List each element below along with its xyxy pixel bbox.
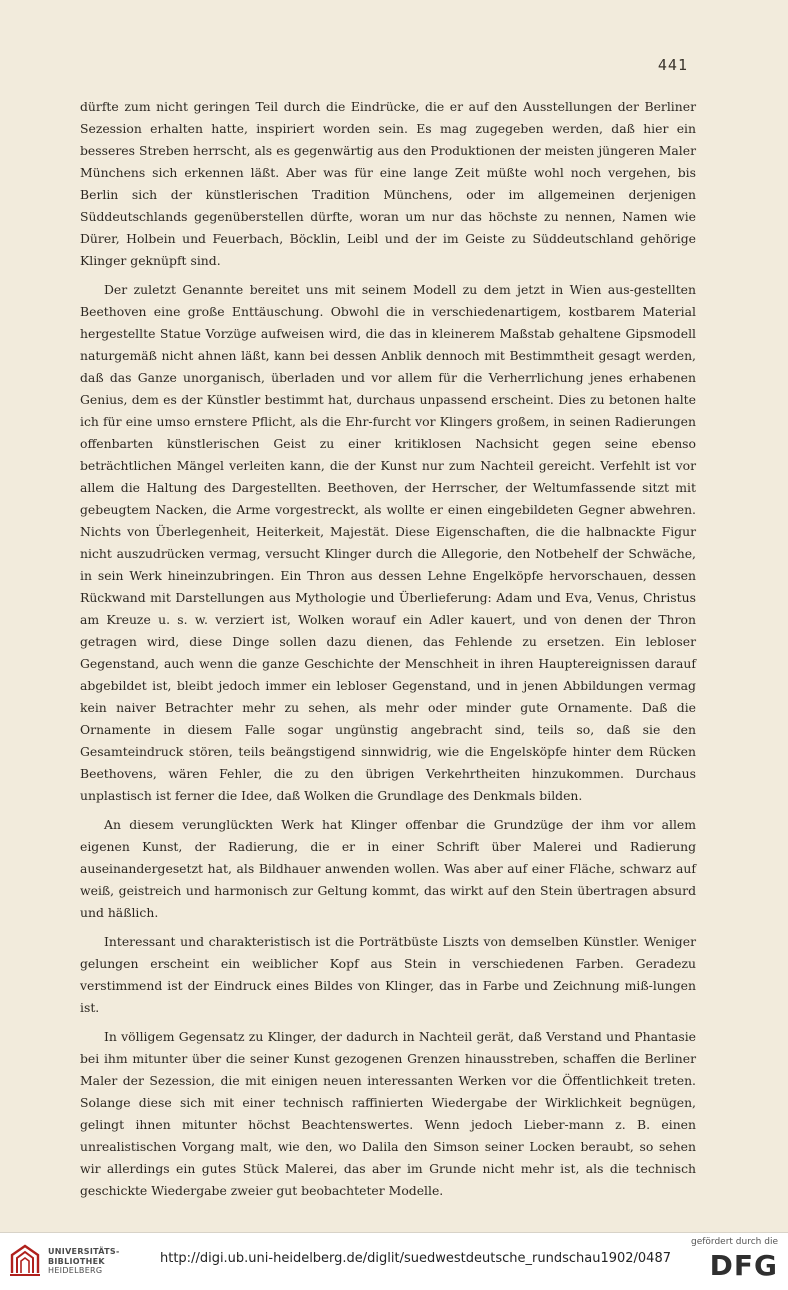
university-name-line2: BIBLIOTHEK	[48, 1256, 105, 1266]
university-name	[48, 1247, 120, 1276]
dfg-logo-icon: DFG	[709, 1249, 778, 1282]
university-name-line1: UNIVERSITÄTS-	[48, 1247, 120, 1256]
paragraph-4: Interessant und charakteristisch ist die Porträtbüste Liszts von demselben Künstler. Weniger gelungen erscheint ein weiblicher Kopf aus Stein in verschiedenen Farben. Geradezu verstimmend ist der Eindruck eines Bildes von Klinger, das in Farbe und Zeichnung miß-lungen ist.	[80, 934, 696, 1015]
university-name-line3: HEIDELBERG	[48, 1266, 103, 1275]
page-number: 441	[657, 56, 688, 74]
funder-logo[interactable]	[678, 1237, 778, 1287]
paragraph-5: In völligem Gegensatz zu Klinger, der dadurch in Nachteil gerät, daß Verstand und Phantasie bei ihm mitunter über die seiner Kunst gezogenen Grenzen hinausstreben, schaffen die Berliner Maler der Sezession, die mit einigen neuen interessanten Werken vor die Öffentlichkeit treten. Solange diese sich mit einer technisch raffinierten Wiedergabe der Wirklichkeit begnügen, gelingt ihnen mitunter höchst Beachtenswertes. Wenn jedoch Lieber-mann z. B. einen unrealistischen Vorgang malt, wie den, wo Dalila den Simson seiner Locken beraubt, so sehen wir allerdings ein gutes Stück Malerei, das aber im Grunde nicht mehr ist, als die technisch geschickte Wiedergabe zweier gut beobachteter Modelle.	[80, 1029, 696, 1198]
permalink-url[interactable]: http://digi.ub.uni-heidelberg.de/diglit/suedwestdeutsche_rundschau1902/0487	[160, 1251, 671, 1266]
funder-caption: gefördert durch die	[691, 1237, 778, 1247]
paragraph-2: Der zuletzt Genannte bereitet uns mit seinem Modell zu dem jetzt in Wien aus-gestellten Beethoven eine große Enttäuschung. Obwohl die in verschiedenartigem, kostbarem Material hergestellte Statue Vorzüge aufweisen wird, die das in kleinerem Maßstab gehaltene Gipsmodell naturgemäß nicht ahnen läßt, kann bei dessen Anblik dennoch mit Bestimmtheit gesagt werden, daß das Ganze unorganisch, überladen und vor allem für die Verherrlichung jenes erhabenen Genius, dem es der Künstler bestimmt hat, durchaus unpassend erscheint. Dies zu betonen halte ich für eine umso ernstere Pflicht, als die Ehr-furcht vor Klingers großem, in seinen Radierungen offenbarten künstlerischen Geist zu einer kritiklosen Nachsicht gegen seine ebenso beträchtlichen Mängel verleiten kann, die der Kunst nur zum Nachteil gereicht. Verfehlt ist vor allem die Haltung des Dargestellten. Beethoven, der Herrscher, der Weltumfassende sitzt mit gebeugtem Nacken, die Arme vorgestreckt, als wollte er einen eingebildeten Gegner abwehren. Nichts von Überlegenheit, Heiterkeit, Majestät. Diese Eigenschaften, die die halbnackte Figur nicht auszudrücken vermag, versucht Klinger durch die Allegorie, den Notbehelf der Schwäche, in sein Werk hineinzubringen. Ein Thron aus dessen Lehne Engelköpfe hervorschauen, dessen Rückwand mit Darstellungen aus Mythologie und Überlieferung: Adam und Eva, Venus, Christus am Kreuze u. s. w. verziert ist, Wolken worauf ein Adler kauert, und von denen der Thron getragen wird, diese Dinge sollen dazu dienen, das Fehlende zu ersetzen. Ein lebloser Gegenstand, auch wenn die ganze Geschichte der Menschheit in ihren Hauptereignissen darauf abgebildet ist, bleibt jedoch immer ein lebloser Gegenstand, und in jenen Abbildungen vermag kein naiver Betrachter mehr zu sehen, als mehr oder minder gute Ornamente. Daß die Ornamente in diesem Falle sogar ungünstig angebracht sind, teils so, daß sie den Gesamteindruck stören, teils beängstigend sinnwidrig, wie die Engelsköpfe hinter dem Rücken Beethovens, wären Fehler, die zu den übrigen Verkehrtheiten hinzukommen. Durchaus unplastisch ist ferner die Idee, daß Wolken die Grundlage des Denkmals bilden.	[80, 282, 696, 803]
university-seal-icon	[8, 1243, 42, 1279]
university-logo[interactable]	[8, 1243, 138, 1283]
paragraph-3: An diesem verunglückten Werk hat Klinger offenbar die Grundzüge der ihm vor allem eigenen Kunst, der Radierung, die er in einer Schrift über Malerei und Radierung auseinandergesetzt hat, als Bildhauer anwenden wollen. Was aber auf einer Fläche, schwarz auf weiß, geistreich und harmonisch zur Geltung kommt, das wirkt auf den Stein übertragen absurd und häßlich.	[80, 817, 696, 920]
article-body	[80, 96, 696, 1209]
viewer-footer	[0, 1232, 788, 1290]
paragraph-1: dürfte zum nicht geringen Teil durch die Eindrücke, die er auf den Ausstellungen der Berliner Sezession erhalten hatte, inspiriert worden sein. Es mag zugegeben werden, daß hier ein besseres Streben herrscht, als es gegenwärtig aus den Produktionen der meisten jüngeren Maler Münchens sich erkennen läßt. Aber was für eine lange Zeit müßte wohl noch vergehen, bis Berlin sich der künstlerischen Tradition Münchens, oder im allgemeinen derjenigen Süddeutschlands gegenüberstellen dürfte, woran um nur das höchste zu nennen, Namen wie Dürer, Holbein und Feuerbach, Böcklin, Leibl und der im Geiste zu Süddeutschland gehörige Klinger geknüpft sind.	[80, 99, 696, 268]
